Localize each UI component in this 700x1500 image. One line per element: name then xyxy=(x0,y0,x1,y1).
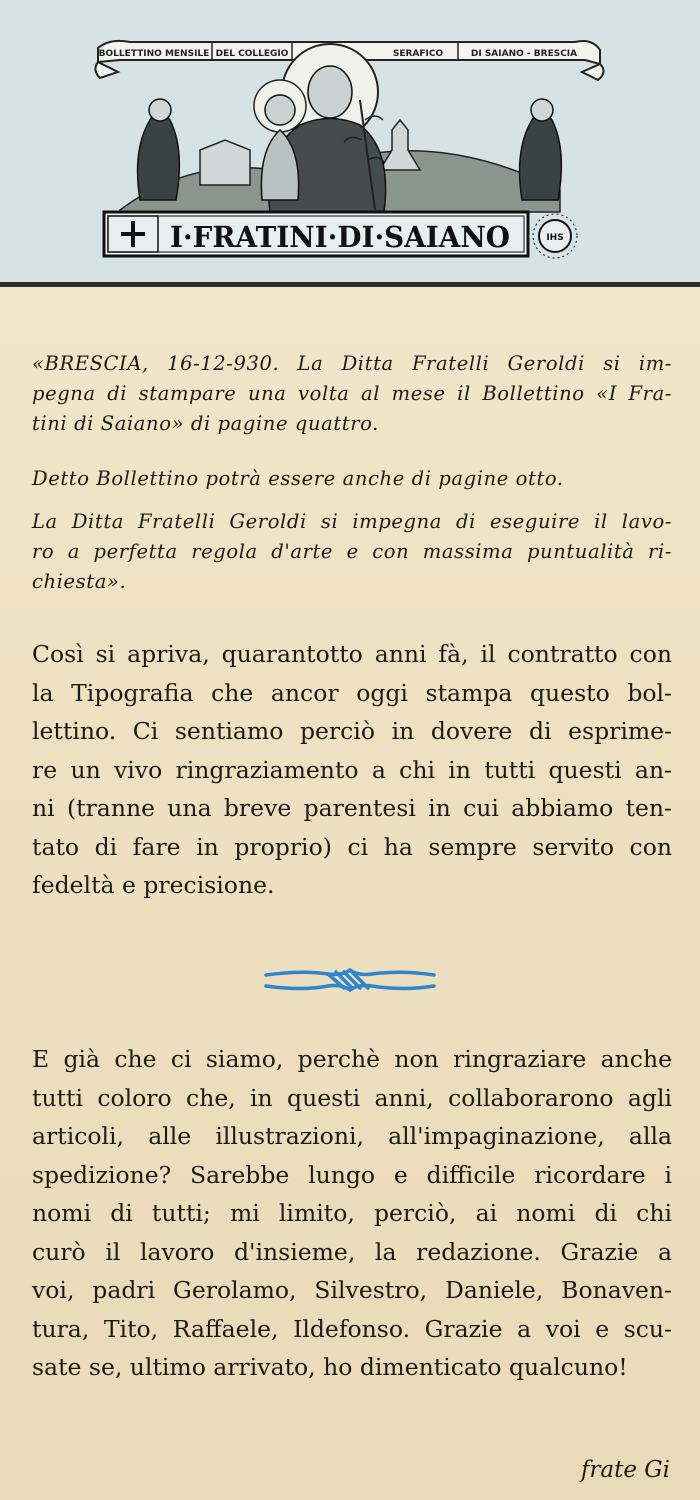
quote-line: pegna di stampare una volta al mese il Bollettino «I Fra- xyxy=(32,382,672,405)
text-line: ni (tranne una breve parentesi in cui abbiamo ten- xyxy=(32,794,672,822)
text-line: articoli, alle illustrazioni, all'impaginazione, alla xyxy=(32,1122,672,1150)
text-line: nomi di tutti; mi limito, perciò, ai nomi di chi xyxy=(32,1199,672,1227)
signature: frate Gi xyxy=(580,1457,670,1483)
text-line: tutti coloro che, in questi anni, collaborarono agli xyxy=(32,1083,672,1112)
text-line: lettino. Ci sentiamo perciò in dovere di esprime- xyxy=(32,717,672,745)
masthead-illustration xyxy=(0,0,700,282)
masthead-title: I·FRATINI·DI·SAIANO xyxy=(170,220,510,254)
text-line: tura, Tito, Raffaele, Ildefonso. Grazie a voi e scu- xyxy=(32,1314,672,1343)
ihs-seal: IHS xyxy=(546,233,564,243)
quote-pages xyxy=(32,464,672,494)
quote-contract xyxy=(32,349,672,439)
text-line: curò il lavoro d'insieme, la redazione. Grazie a xyxy=(32,1237,672,1266)
text-line: spedizione? Sarebbe lungo e difficile ricordare i xyxy=(32,1160,672,1189)
text-line: Così si apriva, quarantotto anni fà, il contratto con xyxy=(32,640,672,668)
banner-right: DI SAIANO - BRESCIA xyxy=(470,49,578,59)
text-line: tato di fare in proprio) ci ha sempre servito con xyxy=(32,832,672,861)
paragraph-thanks xyxy=(32,1040,672,1387)
banner-mid1: DEL COLLEGIO xyxy=(215,49,289,59)
quote-line: chiesta». xyxy=(32,570,127,593)
quote-quality xyxy=(32,507,672,597)
text-line: E già che ci siamo, perchè non ringraziare anche xyxy=(32,1045,672,1073)
banner-mid2: SERAFICO xyxy=(392,49,444,59)
text-line: sate se, ultimo arrivato, ho dimenticato qualcuno! xyxy=(32,1353,628,1381)
text-line: re un vivo ringraziamento a chi in tutti questi an- xyxy=(32,755,672,784)
knot-divider-icon xyxy=(262,962,438,998)
quote-line: ro a perfetta regola d'arte e con massima puntualità ri- xyxy=(32,540,672,563)
text-line: fedeltà e precisione. xyxy=(32,871,275,899)
text-line: la Tipografia che ancor oggi stampa questo bol- xyxy=(32,678,672,707)
quote-line: La Ditta Fratelli Geroldi si impegna di eseguire il lavo- xyxy=(32,510,672,533)
text-line: voi, padri Gerolamo, Silvestro, Daniele, Bonaven- xyxy=(32,1276,672,1304)
masthead xyxy=(0,0,700,287)
quote-line: Detto Bollettino potrà essere anche di pagine otto. xyxy=(32,467,564,490)
quote-line: tini di Saiano» di pagine quattro. xyxy=(32,412,379,435)
paragraph-intro xyxy=(32,635,672,905)
quote-line: «BRESCIA, 16-12-930. La Ditta Fratelli Geroldi si im- xyxy=(32,352,672,375)
banner-left: BOLLETTINO MENSILE xyxy=(98,49,210,59)
document-page xyxy=(0,287,700,1500)
